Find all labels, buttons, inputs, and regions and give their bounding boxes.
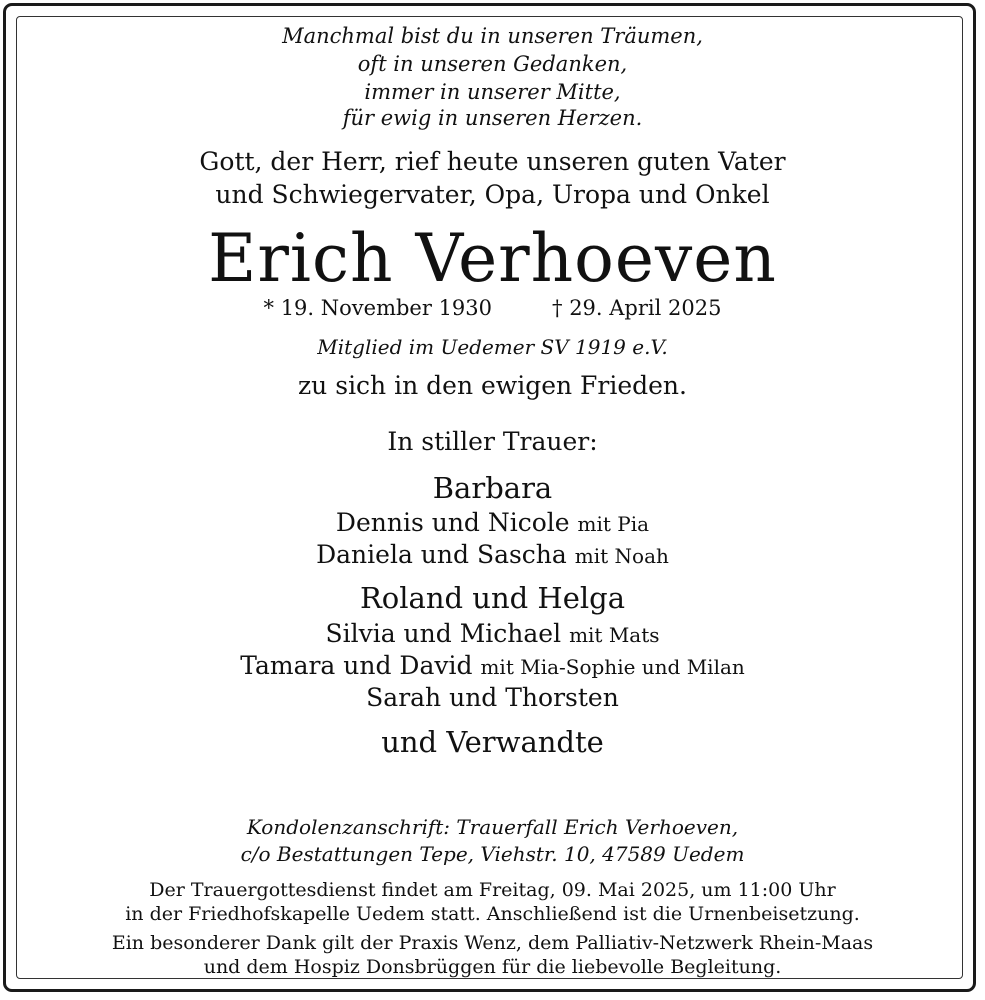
service-line-2: in der Friedhofskapelle Uedem statt. Anschließend ist die Urnenbeisetzung. <box>125 903 860 925</box>
family-barbara: Barbara <box>432 471 553 505</box>
poem-line-2: oft in unseren Gedanken, <box>357 52 628 76</box>
family-relatives: und Verwandte <box>381 725 604 759</box>
family-children: mit Pia <box>577 512 650 536</box>
family-children: mit Noah <box>574 544 669 568</box>
poem-line-4: für ewig in unseren Herzen. <box>342 106 643 130</box>
family-silvia <box>0 619 985 648</box>
condolence-line-1: Kondolenzanschrift: Trauerfall Erich Verhoeven, <box>246 815 739 839</box>
thanks-line-2: und dem Hospiz Donsbrüggen für die liebevolle Begleitung. <box>203 956 782 978</box>
intro-line-2: und Schwiegervater, Opa, Uropa und Onkel <box>215 180 770 209</box>
condolence-line-2: c/o Bestattungen Tepe, Viehstr. 10, 47589 Uedem <box>240 842 745 866</box>
membership: Mitglied im Uedemer SV 1919 e.V. <box>317 335 668 359</box>
family-names: Tamara und David <box>240 651 473 680</box>
family-sarah: Sarah und Thorsten <box>366 683 619 712</box>
service-line-1: Der Trauergottesdienst findet am Freitag, 09. Mai 2025, um 11:00 Uhr <box>149 879 836 901</box>
thanks-line-1: Ein besonderer Dank gilt der Praxis Wenz, dem Palliativ-Netzwerk Rhein-Maas <box>111 932 874 954</box>
death-date: † 29. April 2025 <box>552 296 722 320</box>
peace-line: zu sich in den ewigen Frieden. <box>298 371 687 400</box>
family-names: Daniela und Sascha <box>316 540 567 569</box>
intro-line-1: Gott, der Herr, rief heute unseren guten Vater <box>199 147 786 176</box>
family-roland: Roland und Helga <box>359 581 626 615</box>
family-dennis <box>0 508 985 537</box>
mourning-heading: In stiller Trauer: <box>387 427 598 456</box>
family-names: Dennis und Nicole <box>335 508 570 537</box>
birth-date: * 19. November 1930 <box>263 296 493 320</box>
life-dates <box>0 296 985 320</box>
family-children: mit Mats <box>569 623 660 647</box>
poem-line-3: immer in unserer Mitte, <box>364 80 621 104</box>
poem-line-1: Manchmal bist du in unseren Träumen, <box>282 24 703 48</box>
family-tamara <box>0 651 985 680</box>
family-daniela <box>0 540 985 569</box>
family-names: Silvia und Michael <box>325 619 562 648</box>
family-children: mit Mia-Sophie und Milan <box>480 655 745 679</box>
deceased-name: Erich Verhoeven <box>208 220 777 297</box>
